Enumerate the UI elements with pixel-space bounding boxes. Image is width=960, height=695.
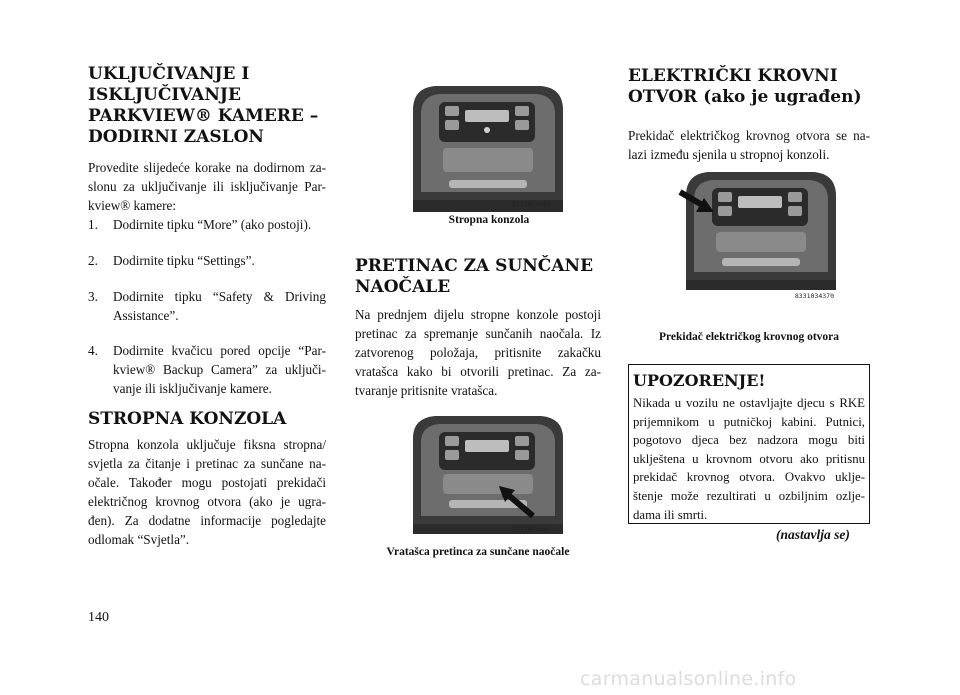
warning-text: Nikada u vozilu ne ostavljajte djecu s RKE prijemnikom u putničkoj kabini. Putnici, pogotovo djeca bez nadzora mogu biti uklještena u krovnom otvoru ako pritisnu prekidač krovnog otvora. Ovakvo uklje-štenje može rezultirati u ozbiljnim ozlje-dama ili smrti. [633,396,865,522]
console-body [413,86,563,212]
warning-box [628,364,870,524]
page-number: 140 [88,610,109,625]
figure-caption: Prekidač električkog krovnog otvora [658,331,840,343]
sunroof-body: Prekidač električkog krovnog otvora se na-lazi između sjenila u stropnoj konzoli. [628,128,870,162]
svg-text:8331034460: 8331034460 [511,200,551,208]
continued-note: (nastavlja se) [776,527,850,542]
step-item: 4. Dodirnite kvačicu pored opcije “Par-kview® Backup Camera” za uključi-vanje ili isključivanje kamere. [88,343,326,396]
overhead-console-image [403,80,573,220]
console-body [686,172,836,290]
figure-caption: Stropna konzola [448,214,530,226]
section-title-sunglass-bin: PRETINAC ZA SUNČANE NAOČALE [355,256,594,297]
section-title-sunroof: ELEKTRIČKI KROVNI OTVOR (ako je ugrađen) [628,66,862,107]
watermark: carmanualsonline.info [580,668,797,690]
parkview-intro: Provedite slijedeće korake na dodirnom za-slonu za uključivanje ili isključivanje Par-kview® kamere: [88,160,326,213]
figure-caption: Vratašca pretinca za sunčane naočale [386,546,570,558]
sunglass-bin-door-image [403,412,573,542]
section-title-overhead-console: STROPNA KONZOLA [88,409,287,429]
console-body [413,416,563,534]
sunglass-bin-body: Na prednjem dijelu stropne konzole postoji pretinac za spremanje sunčanih naočala. Iz zatvorenog položaja, pritisnite zakačku vratašca kako bi otvorili pretinac. Za za-tvaranje pritisnite vratašca. [355,307,601,398]
step-item: 2. Dodirnite tipku “Settings”. [88,253,255,268]
step-item: 1. Dodirnite tipku “More” (ako postoji). [88,217,312,232]
section-title-parkview: UKLJUČIVANJE I ISKLJUČIVANJE PARKVIEW® KAMERE – DODIRNI ZASLON [88,64,319,147]
step-item: 3. Dodirnite tipku “Safety & Driving Assistance”. [88,289,326,323]
warning-title: UPOZORENJE! [633,371,766,390]
svg-text:8331034448: 8331034448 [511,526,551,534]
parkview-steps [88,215,326,398]
svg-text:8331034370: 8331034370 [794,292,834,300]
overhead-console-body: Stropna konzola uključuje fiksna stropna/ svjetla za čitanje i pretinac za sunčane na-očale. Također mogu postojati prekidači električnog krovnog otvora (ako je ugra-đen). Za dodatne informacije pogledajte odlomak “Svjetla”. [88,437,326,547]
sunroof-switch-image [674,168,846,300]
